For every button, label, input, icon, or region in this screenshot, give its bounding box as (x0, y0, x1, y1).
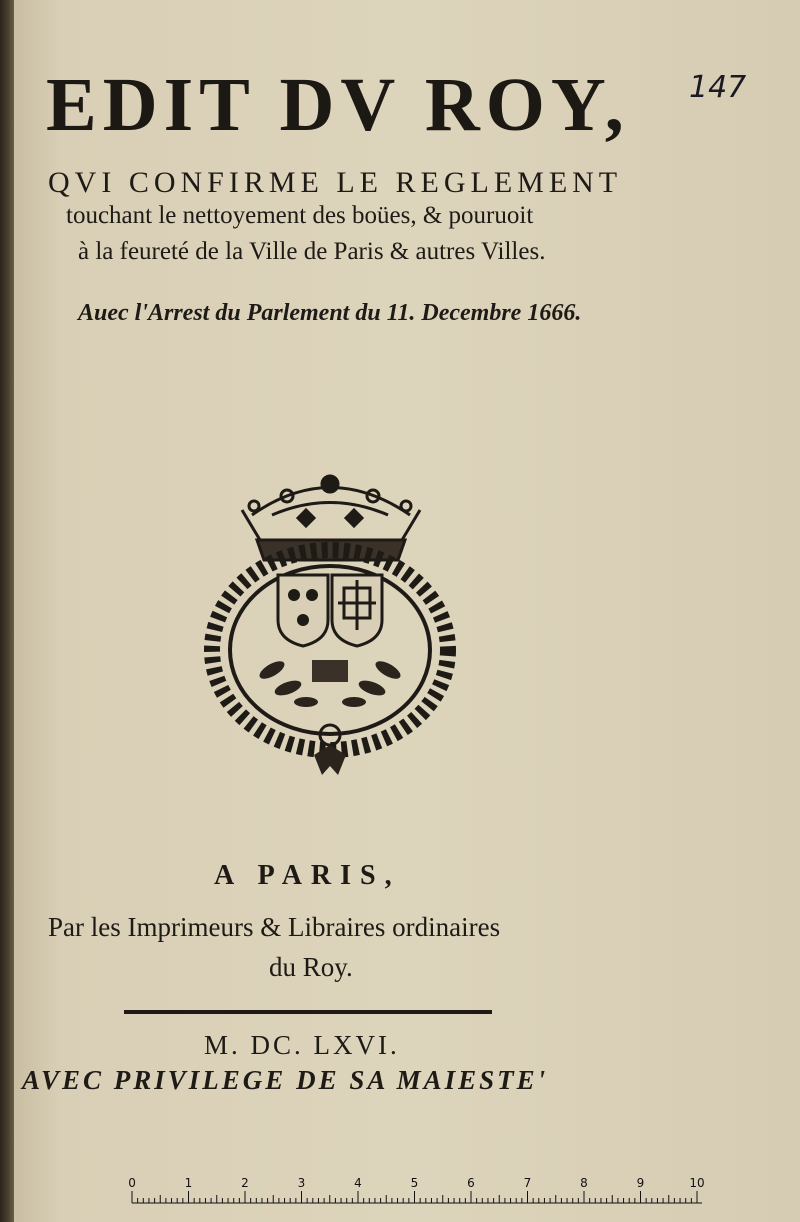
divider-rule (124, 1010, 492, 1014)
ruler-label: 3 (297, 1176, 306, 1190)
subtitle-line-1: QVI CONFIRME LE REGLEMENT (48, 166, 623, 199)
ruler-label: 9 (636, 1176, 645, 1190)
ruler-label: 0 (128, 1176, 136, 1190)
publication-place: A PARIS, (214, 860, 401, 891)
subtitle-line-3: à la feureté de la Ville de Paris & autres Villes. (78, 238, 546, 265)
ruler-label: 6 (467, 1176, 475, 1190)
subtitle-line-2: touchant le nettoyement des boües, & pouruoit (66, 202, 534, 229)
ruler-label: 1 (184, 1176, 193, 1190)
ruler-label: 2 (241, 1176, 249, 1190)
privilege-line: AVEC PRIVILEGE DE SA MAIESTE' (22, 1065, 549, 1095)
publication-date: M. DC. LXVI. (204, 1030, 400, 1060)
folio-number: 147 (689, 70, 747, 105)
ruler-label: 8 (580, 1176, 588, 1190)
page-title: EDIT DV ROY, (46, 63, 630, 147)
arrest-line: Auec l'Arrest du Parlement du 11. Decembre 1666. (78, 300, 582, 326)
ruler-label: 4 (354, 1176, 362, 1190)
royal-coat-of-arms-icon (202, 470, 458, 788)
ruler-label: 7 (523, 1176, 532, 1190)
printer-line-2: du Roy. (269, 952, 353, 982)
document-page (14, 0, 800, 1222)
ruler-label: 10 (689, 1176, 705, 1190)
ruler-label: 5 (410, 1176, 419, 1190)
measurement-ruler (128, 1175, 707, 1205)
printer-line-1: Par les Imprimeurs & Libraires ordinaires (48, 912, 501, 942)
